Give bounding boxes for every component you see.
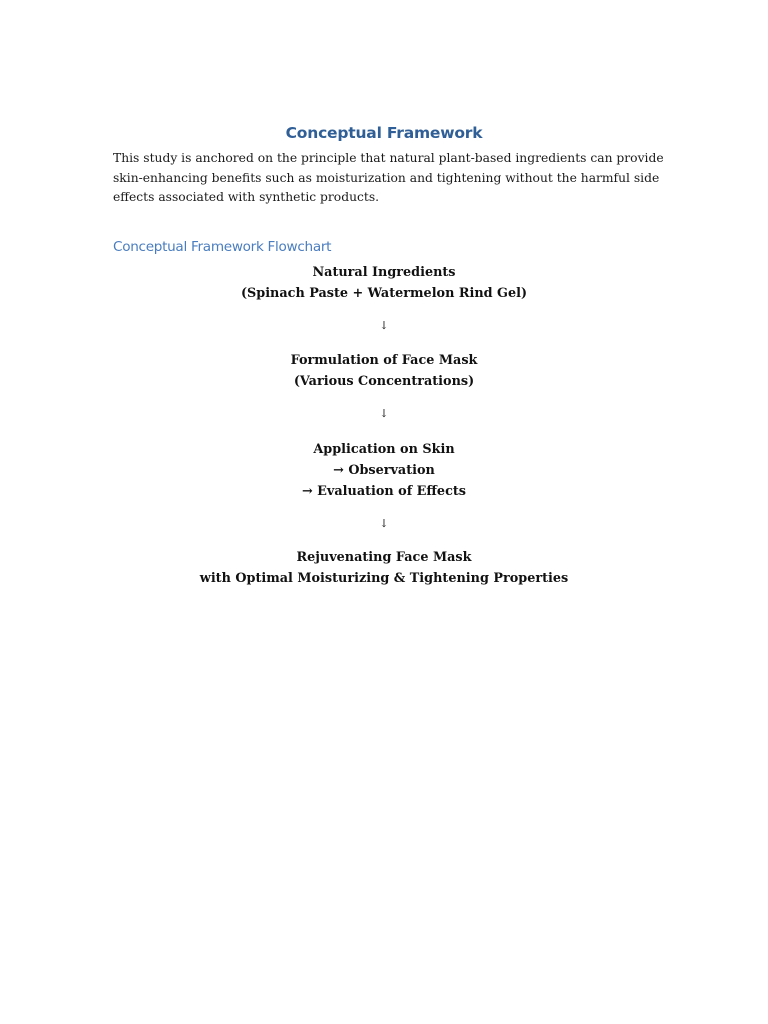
flowchart-heading: Conceptual Framework Flowchart [113,239,332,255]
flow-step-line: (Various Concentrations) [293,374,475,389]
intro-line: effects associated with synthetic products. [113,190,380,204]
down-arrow-icon: ↓ [379,319,389,332]
flow-step-line: (Spinach Paste + Watermelon Rind Gel) [240,286,528,301]
flow-step-line: Rejuvenating Face Mask [296,550,472,565]
page-title: Conceptual Framework [285,124,483,142]
flow-step-result [0,547,768,589]
flow-step-line: Natural Ingredients [312,265,456,280]
intro-paragraph [113,149,673,208]
flow-step-line: → Evaluation of Effects [302,484,466,499]
flow-step-formulation [0,350,768,392]
flow-step-line: → Observation [333,463,435,478]
flow-step-line: Formulation of Face Mask [290,353,478,368]
intro-line: This study is anchored on the principle that natural plant-based ingredients can provide [113,151,664,165]
down-arrow-icon: ↓ [379,517,389,530]
intro-line: skin-enhancing benefits such as moisturization and tightening without the harmful side [113,170,660,185]
down-arrow-icon: ↓ [379,407,389,420]
flow-step-natural-ingredients [0,262,768,304]
flow-step-line: with Optimal Moisturizing & Tightening Properties [199,571,569,586]
flow-step-application [0,439,768,502]
flow-step-line: Application on Skin [313,442,455,457]
